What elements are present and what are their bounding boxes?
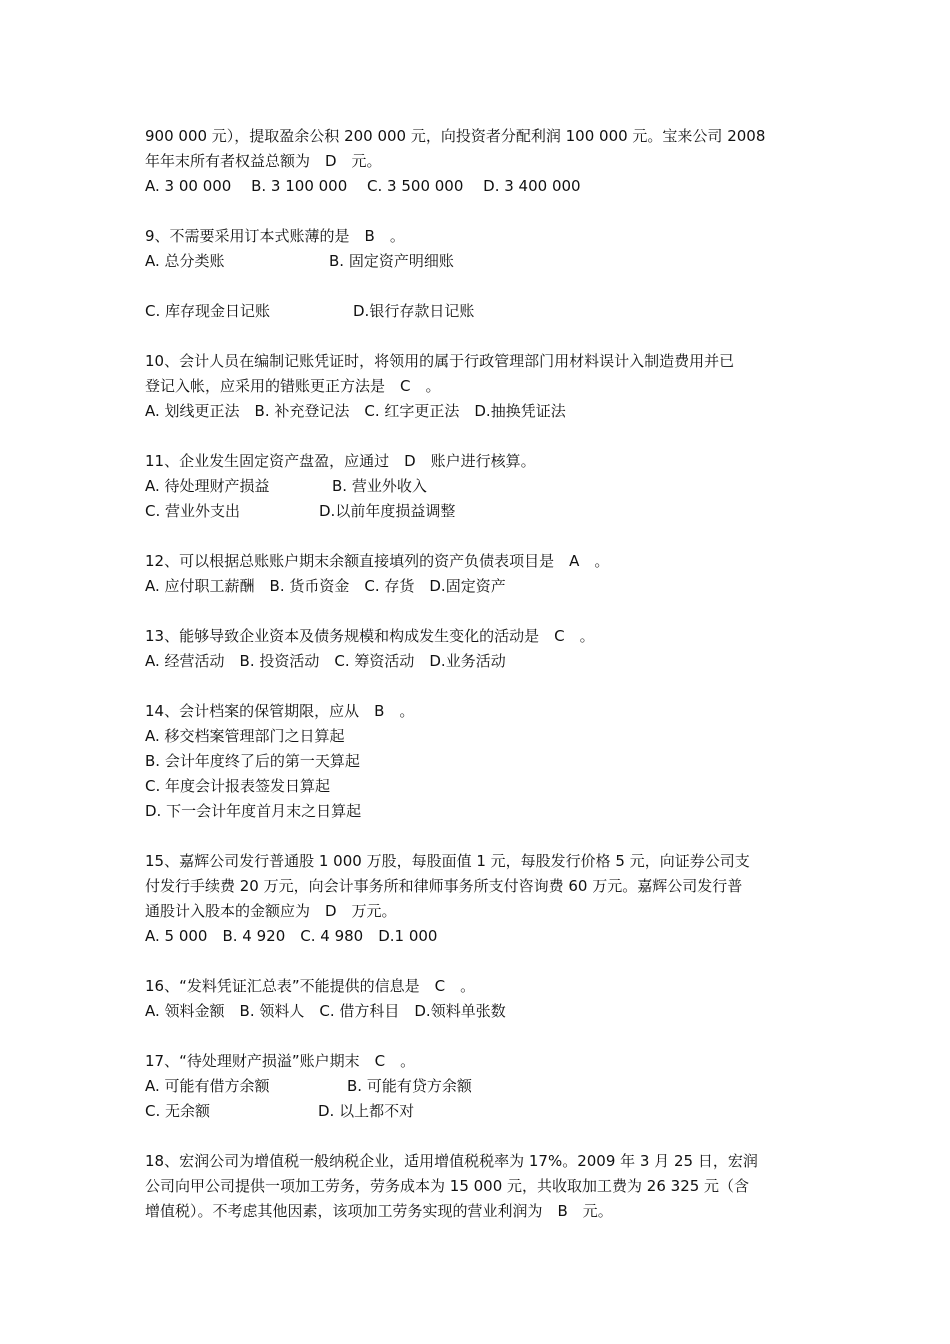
q17-options-row-2 [145,1099,810,1124]
spacer [145,824,810,849]
q9-option-d: D.银行存款日记账 [353,302,475,320]
q9-option-b: B. 固定资产明细账 [329,252,454,270]
spacer [145,1024,810,1049]
q17-option-b: B. 可能有贷方余额 [347,1077,472,1095]
q12-options: A. 应付职工薪酬 B. 货币资金 C. 存货 D.固定资产 [145,577,506,595]
q15-stem-line-3: 通股计入股本的金额应为 D 万元。 [145,902,397,920]
q10-stem-line-1: 10、会计人员在编制记账凭证时，将领用的属于行政管理部门用材料误计入制造费用并已 [145,352,735,370]
q17-option-d: D. 以上都不对 [318,1102,415,1120]
q13-stem: 13、能够导致企业资本及债务规模和构成发生变化的活动是 C 。 [145,627,595,645]
q14-option-a: A. 移交档案管理部门之日算起 [145,727,345,745]
q10-options: A. 划线更正法 B. 补充登记法 C. 红字更正法 D.抽换凭证法 [145,402,566,420]
q11-options-row-1 [145,474,810,499]
spacer [145,424,810,449]
spacer [145,324,810,349]
q8-options: A. 3 00 000 B. 3 100 000 C. 3 500 000 D. 3 400 000 [145,177,581,195]
q9-option-c: C. 库存现金日记账 [145,302,271,320]
spacer [145,949,810,974]
q8-stem-line-2: 年年末所有者权益总额为 D 元。 [145,152,382,170]
q16-stem: 16、“发料凭证汇总表”不能提供的信息是 C 。 [145,977,476,995]
q12-stem: 12、可以根据总账账户期末余额直接填列的资产负债表项目是 A 。 [145,552,610,570]
q11-option-c: C. 营业外支出 [145,502,241,520]
q11-option-b: B. 营业外收入 [332,477,427,495]
q8-stem-line-1: 900 000 元），提取盈余公积 200 000 元，向投资者分配利润 100 000 元。宝来公司 2008 [145,127,766,145]
q14-option-d: D. 下一会计年度首月末之日算起 [145,802,362,820]
q15-options: A. 5 000 B. 4 920 C. 4 980 D.1 000 [145,927,438,945]
q9-options-row-1 [145,249,810,274]
q9-stem: 9、不需要采用订本式账薄的是 B 。 [145,227,405,245]
q17-option-c: C. 无余额 [145,1102,211,1120]
q18-stem-line-3: 增值税）。不考虑其他因素，该项加工劳务实现的营业利润为 B 元。 [145,1202,613,1220]
spacer [145,674,810,699]
q15-stem-line-2: 付发行手续费 20 万元，向会计事务所和律师事务所支付咨询费 60 万元。嘉辉公司发行普 [145,877,743,895]
q17-option-a: A. 可能有借方余额 [145,1077,270,1095]
q17-options-row-1 [145,1074,810,1099]
spacer [145,1124,810,1149]
q13-options: A. 经营活动 B. 投资活动 C. 筹资活动 D.业务活动 [145,652,506,670]
q11-option-a: A. 待处理财产损益 [145,477,270,495]
q9-options-row-2 [145,299,810,324]
q14-option-c: C. 年度会计报表签发日算起 [145,777,331,795]
q9-option-a: A. 总分类账 [145,252,225,270]
q11-option-d: D.以前年度损益调整 [319,502,456,520]
spacer [145,274,810,299]
spacer [145,199,810,224]
q10-stem-line-2: 登记入帐，应采用的错账更正方法是 C 。 [145,377,441,395]
q18-stem-line-2: 公司向甲公司提供一项加工劳务，劳务成本为 15 000 元，共收取加工费为 26 325 元（含 [145,1177,750,1195]
q14-option-b: B. 会计年度终了后的第一天算起 [145,752,360,770]
spacer [145,599,810,624]
spacer [145,524,810,549]
q16-options: A. 领料金额 B. 领料人 C. 借方科目 D.领料单张数 [145,1002,506,1020]
q17-stem: 17、“待处理财产损溢”账户期末 C 。 [145,1052,416,1070]
q11-stem: 11、企业发生固定资产盘盈，应通过 D 账户进行核算。 [145,452,536,470]
q14-stem: 14、会计档案的保管期限，应从 B 。 [145,702,415,720]
q15-stem-line-1: 15、嘉辉公司发行普通股 1 000 万股，每股面值 1 元，每股发行价格 5 元，向证券公司支 [145,852,750,870]
q18-stem-line-1: 18、宏润公司为增值税一般纳税企业，适用增值税税率为 17%。2009 年 3 月 25 日，宏润 [145,1152,758,1170]
q11-options-row-2 [145,499,810,524]
question-list [145,124,810,1224]
